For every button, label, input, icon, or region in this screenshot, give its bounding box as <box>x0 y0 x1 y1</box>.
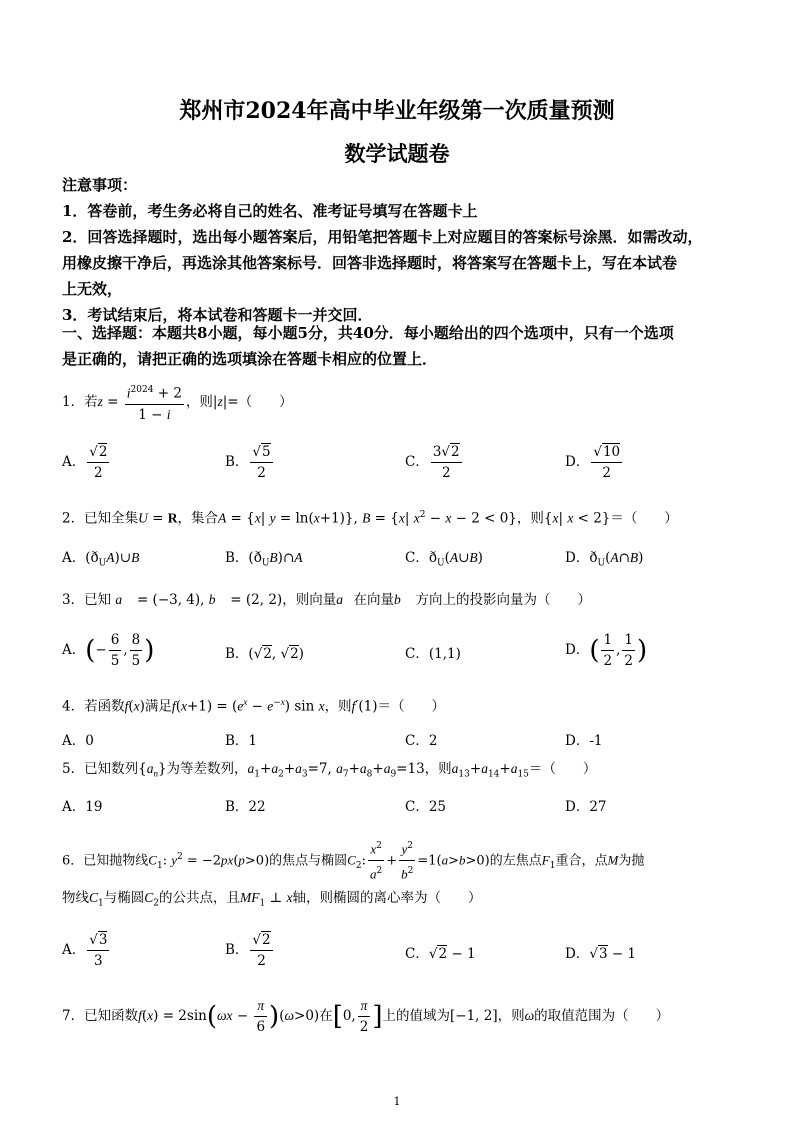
q1-suffix: ，则| <box>185 393 218 410</box>
option-c[interactable]: C． $\frac{3√2}{2}$ <box>405 444 460 481</box>
option-b[interactable]: B．1 <box>225 733 258 749</box>
question-1: 1．若z = $\frac{i^{2024} + 2}{1 - i}$ ，则|z|=（ ） <box>62 380 742 425</box>
question-5: 5．已知数列$\{a_n\}$为等差数列，$a_1+a_2+a_3=7$, $a_7+a_8+a_9=13$，则$a_{13}+a_{14}+a_{15}=$（ ） <box>62 761 597 780</box>
option-a[interactable]: A．19 <box>62 799 103 815</box>
page-number: 1 <box>393 1095 401 1108</box>
option-c[interactable]: C．2 <box>405 733 438 749</box>
option-a[interactable]: A．0 <box>62 733 94 749</box>
notes-item: 3．考试结束后，将本试卷和答题卡一并交回． <box>62 306 373 324</box>
notes-item: 1．答卷前，考生务必将自己的姓名、准考证号填写在答题卡上 <box>62 202 478 220</box>
option-a[interactable]: A． $\frac{√3}{3}$ <box>62 932 108 969</box>
question-3: 3．已知 a⃗ = (−3, 4), b⃗ = (2, 2)，则向量a⃗在向量b⃗ 方向上的投影向量为（ ） <box>62 592 592 608</box>
option-c[interactable]: C．(1,1) <box>405 646 461 662</box>
question-6: 6．已知抛物线$C_1$: $y^2 = -2px(p>0)$的焦点与椭圆$C_2$: $\frac{x^2}{a^2}$ + $\frac{y^2}{b^2}$ =1(a>b>0)的左焦点$F_1$重合，点M为抛 <box>62 836 742 886</box>
notes-block <box>62 172 734 328</box>
option-c[interactable]: C．25 <box>405 799 447 815</box>
option-d[interactable]: D．√3 − 1 <box>565 946 637 962</box>
option-b[interactable]: B．22 <box>225 799 266 815</box>
option-d[interactable]: D．$ð_U(A\cap B)$ <box>565 550 644 569</box>
option-b[interactable]: B． $\frac{√5}{2}$ <box>225 444 271 481</box>
notes-item: 上无效， <box>62 280 123 298</box>
notes-item: 2．回答选择题时，选出每小题答案后，用铅笔把答题卡上对应题目的答案标号涂黑．如需改动， <box>62 228 703 246</box>
option-c[interactable]: C．√2 − 1 <box>405 946 476 962</box>
option-a[interactable]: A． $\frac{√2}{2}$ <box>62 444 108 481</box>
option-b[interactable]: B．$(ð_UB)\cap A$ <box>225 550 303 569</box>
option-b[interactable]: B．(√2, √2) <box>225 646 304 662</box>
question-4: 4．若函数f(x)满足$f(x+1) = (e^x - e^{-x})$ sin x，则f′(1)＝（ ） <box>62 697 446 715</box>
question-7: 7．已知函数f(x) = 2sin(ωx − $\frac{\pi}{6}$ )(ω>0)在[0, $\frac{\pi}{2}$ ]上的值域为[−1, 2]，则ω的取值范围为（ ） <box>62 998 670 1035</box>
option-d[interactable]: D． $\frac{√10}{2}$ <box>565 444 621 481</box>
section-line: 一、选择题：本题共8小题，每小题5分，共40分．每小题给出的四个选项中，只有一个选项 <box>62 324 674 342</box>
option-d[interactable]: D．-1 <box>565 733 603 749</box>
option-c[interactable]: C．$ð_U(A\cup B)$ <box>405 550 483 569</box>
q1-tail: |=（ ） <box>222 393 293 410</box>
option-a[interactable]: A．(− $\frac{6}{5}$ , $\frac{8}{5}$ ) <box>62 632 155 669</box>
option-b[interactable]: B． $\frac{√2}{2}$ <box>225 932 271 969</box>
page-subtitle: 数学试题卷 <box>344 141 450 166</box>
option-d[interactable]: D．27 <box>565 799 607 815</box>
notes-item: 用橡皮擦干净后，再选涂其他答案标号．回答非选择题时，将答案写在答题卡上，写在本试卷 <box>62 254 678 272</box>
option-a[interactable]: A．$(ð_UA)\cup B$ <box>62 550 140 569</box>
option-d[interactable]: D．( $\frac{1}{2}$ , $\frac{1}{2}$ ) <box>565 632 648 669</box>
q1-prefix: 1．若 <box>62 393 98 410</box>
question-2: 2．已知全集U = R，集合A = {x| y = ln(x+1)}, B = {x| $x^2 - x - 2 < 0$}，则{x| x < 2}＝（ ） <box>62 510 678 527</box>
question-6-line-2: 物线$C_1$与椭圆$C_2$的公共点，且$MF_1$ ⊥ x轴，则椭圆的离心率为（ ） <box>62 890 482 909</box>
q1-fraction: $\frac{i^{2024} + 2}{1 - i}$ <box>125 380 184 425</box>
section-heading <box>62 320 734 372</box>
notes-heading: 注意事项： <box>62 176 138 194</box>
page-title: 郑州市2024年高中毕业年级第一次质量预测 <box>179 98 615 124</box>
section-line: 是正确的，请把正确的选项填涂在答题卡相应的位置上． <box>62 350 438 368</box>
